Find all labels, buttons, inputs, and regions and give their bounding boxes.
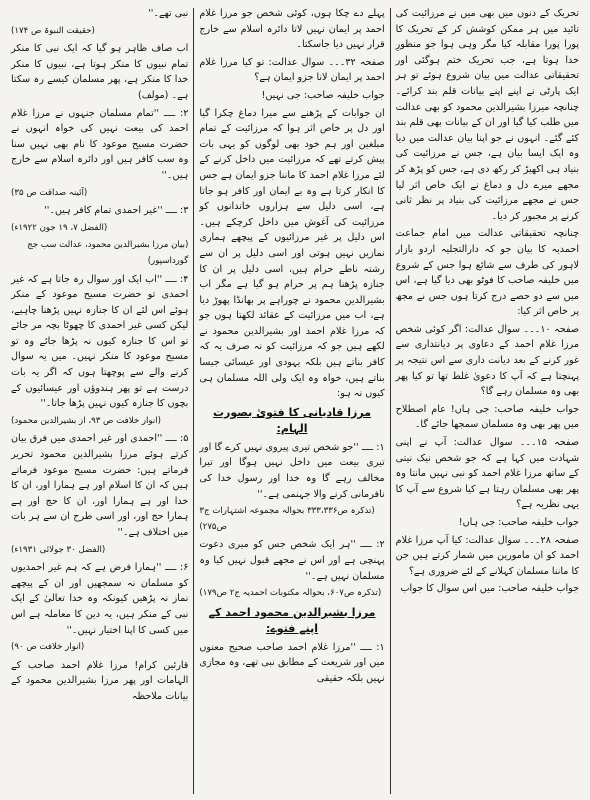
paragraph: ان جوابات کے پڑھنے سے میرا دماغ چکرا گیا اور دل پر خاص اثر ہوا کہ مرزائیت کے تمام مبلغین اور ہم خود بھی لوگوں کو یہی بات پیش کرتے تھے کہ مرزائیت میں داخل کرنے کے لئے مرزا غلام احمد کا ماننا جزو ایمان ہے جس کا انکار کرتا ہے وہ بے ایمان اور کافر ہو جاتا ہے، اسی دلیل سے ہزاروں خاندانوں کو مرزائیت کی آغوش میں داخل کرچکے ہیں۔ اس دلیل پر غیر مرزائیوں کے پیچھے ہماری نمازیں نہیں ہوتی اور اسی دلیل پر ان سے رشتہ ناطے حرام ہیں، اسی دلیل پر ان کا جنازہ پڑھنا ہم پر حرام ہو گیا ہے مگر اب بشیرالدین محمود نے چوراہے پر بھانڈا پھوڑ دیا ہے، اب میں مرزائیت کے عقائد لکھتا ہوں جو کہ مرزا غلام احمد اور بشیرالدین محمود نے لکھے ہیں جو کہ مرزائیت کو نہ صرف یہ کہ کافر بناتے ہیں بلکہ یہودی اور عیسائی جیسا بناتے ہیں، خواہ وہ ایک ولی اللہ مسلمان ہی کیوں نہ ہو: <box>199 107 385 400</box>
citation: (بیان مرزا بشیرالدین محمود، عدالت سب جج گورداسپور) <box>27 240 189 266</box>
court-question: صفحہ ۱۵۔۔۔ سوال عدالت: آپ نے اپنی شہادت میں کہا ہے کہ جو شخص نیک نیتی کے ساتھ مرزا غلام احمد کو نبی نہیں مانتا وہ پھر بھی مسلمان رہتا ہے کیا شروع سے آپ کا یہی نظریہ ہے؟ <box>395 437 579 511</box>
quote: ۲: ــــ ''ہر ایک شخص جس کو میری دعوت پہنچی ہے اور اس نے مجھے قبول نہیں کیا وہ مسلمان نہیں ہے۔'' <box>199 539 385 582</box>
court-question: صفحہ ۱۰۔۔۔ سوال عدالت: اگر کوئی شخص مرزا غلام احمد کے دعاوی پر دیانتداری سے غور کرنے کے بعد دیانت داری سے اس نتیجہ پر پہنچتا ہے کہ آپ کا دعویٰ غلط تھا تو کیا پھر بھی وہ مسلمان رہے گا؟ <box>395 323 579 398</box>
section-heading: مرزا قادیانی کا فتویٰ بصورت الہام: <box>212 405 372 435</box>
paragraph: تحریک کے دنوں میں بھی میں نے مرزائیت کی تائید میں ہر ممکن کوشش کر کے تحریک کا پورا پورا مقابلہ کیا مگر وہی ہوا جو منظورِ خدا ہوتا ہے، جب تحریک ختم ہوگئی اور تحقیقاتی عدالت میں بیان شروع ہوئے تو ہر ایک پارٹی نے اپنے اپنے بیانات قلم بند کرائے۔ چنانچہ میرزا بشیرالدین محمود کو بھی عدالت میں طلب کیا گیا اور ان کے بیانات بھی قلم بند کئے گئے۔ انہوں نے جو اپنا بیان عدالت میں دیا وہ ایک ایسا بیان ہے، جس نے مرزائیت کی بنیاد ہی اکھیڑ کر رکھ دی ہے، جس کو پڑھ کر مجھے میرے دل و دماغ نے ایک خاص اثر لیا جس نے مجھے مرزائیت کی بنیاد پر نظر ثانی کرنے پر مجبور کر دیا۔ <box>395 8 579 222</box>
court-question: صفحہ ۳۲۔۔۔ سوال عدالت: تو کیا مرزا غلام احمد پر ایمان لانا جزو ایمان ہے؟ <box>199 56 385 84</box>
citation: (انوار خلافت ص ۹۳، از بشیرالدین محمود) <box>11 415 162 426</box>
quote: ۴: ــــ ''اب ایک اور سوال رہ جاتا ہے کہ غیر احمدی تو حضرت مسیح موعود کے منکر ہوئے اس لئے ان کا جنازہ نہیں پڑھنا چاہیے، لیکن کسی غیر احمدی کا چھوٹا بچہ مر جائے تو اس کا جنازہ کیوں نہ پڑھا جائے وہ تو مسیح موعود کا منکر نہیں۔ میں یہ سوال کرنے والے سے پوچھتا ہوں کہ اگر یہ بات درست ہے تو پھر ہندوؤں اور عیسائیوں کے بچوں کا جنازہ کیوں نہیں پڑھا جاتا۔'' <box>11 273 189 410</box>
paragraph: اب صاف ظاہر ہو گیا کہ ایک نبی کا منکر تمام نبیوں کا منکر ہوتا ہے، نبیوں کا منکر خدا کا منکر ہے، پھر مسلمان کیسے رہ سکتا ہے۔ (مولف) <box>11 43 189 101</box>
paragraph: چنانچہ تحقیقاتی عدالت میں امام جماعت احمدیہ کا بیان جو کہ دارالتجلیہ اردو بازار لاہور کی طرف سے شائع ہوا جس کے شروع میں خلیفہ صاحب کا فوٹو بھی دیا گیا ہے، اس میں سے دو حصے درج کرتا ہوں جس نے مجھ پر خاص اثر کیا: <box>395 228 579 318</box>
citation: (تذکرہ ص۳۳۳،۳۳۶ بحوالہ مجموعہ اشتہارات ج۳ ص۲۷۵) <box>199 506 375 532</box>
citation: (الفضل ۷، ۱۹ جون ۱۹۲۲ء) <box>11 222 108 233</box>
caliph-answer: جواب خلیفہ صاحب: جی ہاں! عام اصطلاح میں پھر بھی وہ مسلمان سمجھا جائے گا۔ <box>395 403 579 431</box>
paragraph: قارئین کرام! مرزا غلام احمد صاحب کے الہامات اور پھر مرزا بشیرالدین محمود کے بیانات ملاحظہ <box>11 659 189 702</box>
paragraph: پہلے دے چکا ہوں، کوئی شخص جو مرزا غلام احمد پر ایمان نہیں لاتا دائرہ اسلام سے خارج قرار نہیں دیا جاسکتا۔ <box>199 8 385 51</box>
quote: ۲: ــــ ''تمام مسلمان جنہوں نے مرزا غلام احمد کی بیعت نہیں کی خواہ انہوں نے حضرت مسیح موعود کا نام بھی نہیں سنا وہ سب کافر ہیں اور دائرہ اسلام سے خارج ہیں۔'' <box>11 107 189 181</box>
caliph-answer: جواب خلیفہ صاحب: جی ہاں! <box>458 517 579 528</box>
caliph-answer: جواب خلیفہ صاحب: جی نہیں! <box>261 89 385 101</box>
column-middle <box>194 6 389 796</box>
citation: (حقیقت النبوۃ ص ۱۷۴) <box>11 25 95 36</box>
quote: نبی تھے۔'' <box>148 8 189 19</box>
section-heading: مرزا بشیرالدین محمود احمد کے اپنے فتوے: <box>208 605 376 635</box>
column-left <box>6 6 193 796</box>
column-right <box>391 6 584 796</box>
quote: ۱: ــــ ''جو شخص تیری پیروی نہیں کرے گا اور تیری بیعت میں داخل نہیں ہوگا اور تیرا مخالف رہے گا وہ خدا اور رسول خدا کی نافرمانی کرنے والا جہنمی ہے۔'' <box>199 441 385 500</box>
quote: ۶: ــــ ''ہمارا فرض ہے کہ ہم غیر احمدیوں کو مسلمان نہ سمجھیں اور ان کے پیچھے نماز نہ پڑھیں کیونکہ وہ خدا تعالیٰ کے ایک نبی کے منکر ہیں، یہ دین کا معاملہ ہے اس میں کسی کا اپنا اختیار نہیں۔'' <box>11 562 189 636</box>
citation: (آئینہ صداقت ص ۳۵) <box>11 187 88 198</box>
citation: (الفضل ۳۰ جولائی ۱۹۳۱ء) <box>11 544 106 555</box>
citation: (انوار خلافت ص ۹۰) <box>11 642 85 653</box>
court-question: صفحہ ۲۸۔۔۔ سوال عدالت: کیا آپ مرزا غلام احمد کو ان مامورین میں شمار کرتے ہیں جن کا ماننا مسلمان کہلانے کے لئے ضروری ہے؟ <box>395 534 579 577</box>
citation: (تذکرہ ص۶۰۷، بحوالہ مکتوبات احمدیہ ج۲ ص۱۷۹) <box>199 588 382 599</box>
caliph-answer: جواب خلیفہ صاحب: میں اس سوال کا جواب <box>400 583 579 595</box>
quote: ۱: ــــ ''مرزا غلام احمد صاحب صحیح معنوں میں اور شریعت کے مطابق نبی تھے، وہ مجازی نہیں بلکہ حقیقی <box>199 641 385 684</box>
quote: ۵: ــــ ''احمدی اور غیر احمدی میں فرق بیان کرتے ہوئے مرزا بشیرالدین محمود تحریر فرماتے ہیں: حضرت مسیح موعود فرماتے ہیں کہ ان کا اسلام اور ہے ہمارا اور، ان کا خدا اور ہے ہمارا اور، ان کا حج اور ہے ہمارا حج اور، اور اسی طرح ان سے ہر بات میں اختلاف ہے۔'' <box>11 433 189 538</box>
quote: ۳: ــــ ''غیر احمدی تمام کافر ہیں۔'' <box>44 205 189 217</box>
